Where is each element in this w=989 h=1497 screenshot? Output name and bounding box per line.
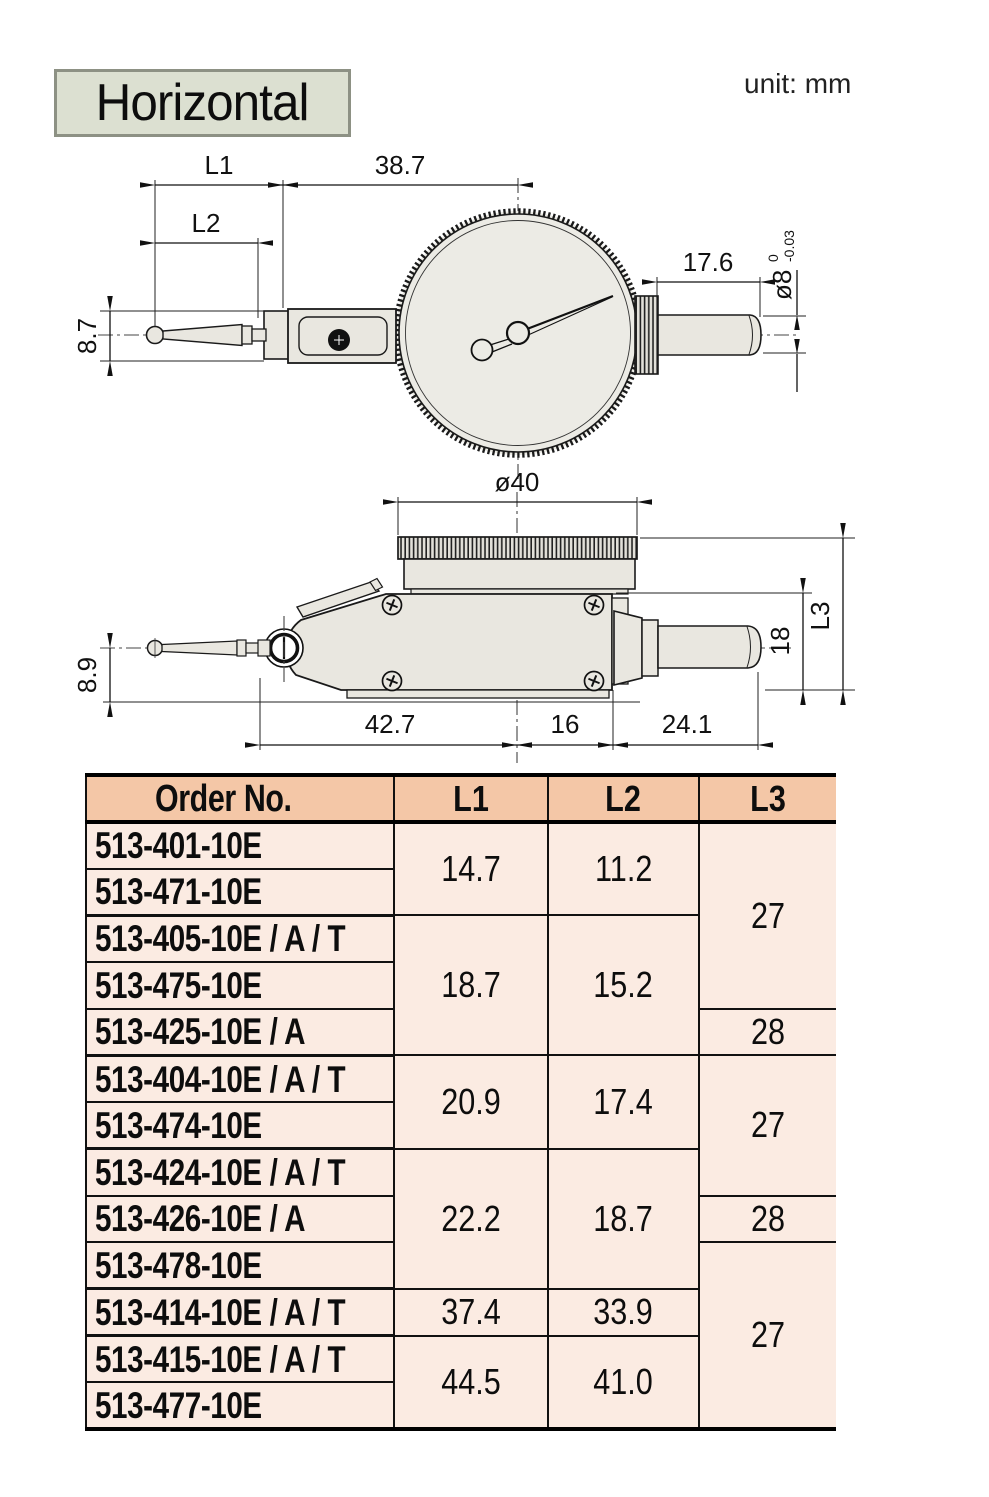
dim-18-label: 18	[765, 626, 795, 656]
technical-drawing	[0, 140, 989, 773]
dim-tol-lower: -0.03	[781, 230, 797, 262]
dim-l1	[155, 150, 283, 326]
dim-176-label: 17.6	[682, 247, 734, 277]
base-plate	[347, 690, 609, 698]
dim-l3-label: L3	[805, 601, 835, 631]
dim-o40-label: ø40	[494, 467, 540, 497]
spec-table-body	[86, 822, 836, 1429]
revolution-counter	[472, 340, 493, 361]
stem-top-view	[635, 296, 761, 374]
dial	[396, 211, 640, 455]
order-no-cell: 513-414-10E / A / T	[86, 1289, 394, 1336]
l2-value-cell: 18.7	[548, 1149, 699, 1289]
unit-label: unit: mm	[744, 68, 852, 99]
top-view	[72, 150, 806, 480]
dim-l2-label: L2	[191, 208, 221, 238]
order-no-cell: 513-426-10E / A	[86, 1196, 394, 1243]
table-header-row	[86, 775, 836, 822]
stem-2	[658, 626, 761, 668]
l2-value-cell: 17.4	[548, 1055, 699, 1148]
l1-value-cell: 37.4	[394, 1289, 548, 1336]
contact-ball	[147, 327, 164, 344]
dim-stem-length	[657, 247, 760, 317]
dim-dia-label: ø8	[767, 269, 797, 300]
dim-427-label: 42.7	[364, 709, 416, 739]
dim-89-label: 8.9	[72, 656, 102, 694]
stylus-taper-2	[162, 641, 237, 655]
dim-241-label: 24.1	[661, 709, 713, 739]
bezel-band	[404, 559, 635, 589]
table-row	[86, 822, 836, 869]
stem	[658, 315, 761, 355]
header-l3: L3	[699, 775, 836, 822]
order-no-cell: 513-477-10E	[86, 1382, 394, 1429]
l3-value-cell: 27	[699, 1055, 836, 1195]
order-no-cell: 513-478-10E	[86, 1242, 394, 1289]
table-row	[86, 1055, 836, 1102]
header-l1: L1	[394, 775, 548, 822]
clamp-body	[264, 309, 396, 363]
l1-value-cell: 18.7	[394, 915, 548, 1055]
indicator-body	[265, 579, 628, 699]
dim-l2	[155, 208, 258, 318]
stem-nut	[614, 611, 642, 685]
order-no-cell: 513-401-10E	[86, 822, 394, 869]
bottom-view	[72, 467, 855, 763]
order-no-cell: 513-404-10E / A / T	[86, 1055, 394, 1102]
order-no-cell: 513-424-10E / A / T	[86, 1149, 394, 1196]
dim-total-width	[283, 150, 518, 185]
l2-value-cell: 15.2	[548, 915, 699, 1055]
section-title: Horizontal	[96, 74, 309, 132]
bezel-knurl	[398, 537, 637, 559]
section-title-box	[54, 69, 351, 137]
dim-total-label: 38.7	[374, 150, 426, 180]
stylus-top-view	[147, 325, 267, 346]
header-order-no: Order No.	[86, 775, 394, 822]
stylus-taper	[163, 325, 242, 346]
order-no-cell: 513-471-10E	[86, 869, 394, 916]
l1-value-cell: 20.9	[394, 1055, 548, 1148]
stem-bottom-view	[614, 611, 761, 685]
l2-value-cell: 33.9	[548, 1289, 699, 1336]
l1-value-cell: 14.7	[394, 822, 548, 915]
header-l2: L2	[548, 775, 699, 822]
needle-hub	[507, 322, 529, 344]
dim-mid-length	[517, 690, 613, 750]
l3-value-cell: 28	[699, 1009, 836, 1056]
l1-value-cell: 22.2	[394, 1149, 548, 1289]
l2-value-cell: 11.2	[548, 822, 699, 915]
order-no-cell: 513-425-10E / A	[86, 1009, 394, 1056]
order-no-cell: 513-474-10E	[86, 1102, 394, 1149]
l1-value-cell: 44.5	[394, 1336, 548, 1429]
l3-value-cell: 27	[699, 822, 836, 1009]
dim-stem-dia	[763, 230, 806, 392]
stem-knurl	[635, 296, 658, 374]
spec-table	[85, 773, 836, 1431]
order-no-cell: 513-415-10E / A / T	[86, 1336, 394, 1383]
l3-value-cell: 28	[699, 1196, 836, 1243]
bezel	[398, 537, 637, 594]
body-outline	[286, 594, 612, 690]
order-no-cell: 513-475-10E	[86, 962, 394, 1009]
stylus-bottom-view	[148, 638, 271, 658]
dim-stem-length-2	[613, 672, 758, 750]
dim-l1-label: L1	[204, 150, 234, 180]
dim-tol-upper: 0	[765, 254, 781, 262]
dim-87-label: 8.7	[72, 317, 102, 355]
l2-value-cell: 41.0	[548, 1336, 699, 1429]
dim-16-label: 16	[550, 709, 580, 739]
l3-value-cell: 27	[699, 1242, 836, 1429]
order-no-cell: 513-405-10E / A / T	[86, 915, 394, 962]
